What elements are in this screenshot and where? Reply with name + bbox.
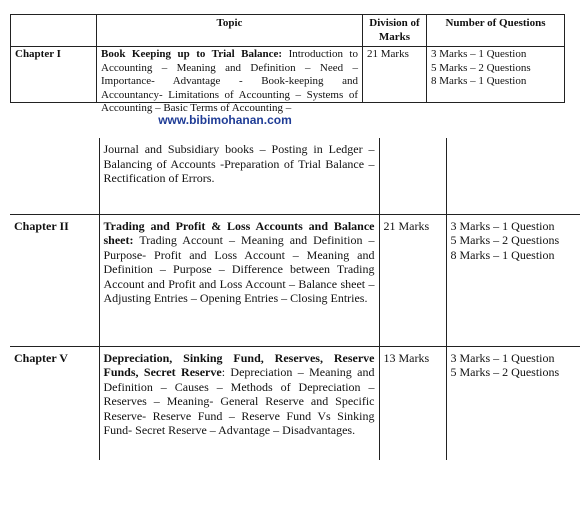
syllabus-table-top xyxy=(10,14,565,114)
topic-description: Trading Account – Meaning and Definition – Purpose- Profit and Loss Account – Meaning and Definition – Purpose – Difference between Trading Account and Profit and Loss Account – Balance sheet – Adjusting Entries – Opening Entries – Closing Entries. xyxy=(103,233,375,306)
chapter-label: Chapter I xyxy=(11,47,97,103)
syllabus-table-main xyxy=(10,138,580,460)
header-chapter xyxy=(11,15,97,47)
marks-cell: 21 Marks xyxy=(379,214,446,346)
topic-text-clipped xyxy=(101,48,358,114)
topic-description: Journal and Subsidiary books – Posting in Ledger – Balancing of Accounts -Preparation of Trial Balance – Rectification of Errors. xyxy=(103,142,375,186)
question-line: 5 Marks – 2 Questions xyxy=(431,61,531,74)
question-line: 5 Marks – 2 Questions xyxy=(450,233,560,248)
marks-cell xyxy=(379,138,446,214)
topic-title: Book Keeping up to Trial Balance: xyxy=(101,48,283,60)
chapter-label: Chapter V xyxy=(10,346,99,460)
marks-cell: 21 Marks xyxy=(363,47,427,103)
questions-cell xyxy=(446,346,580,460)
table-row xyxy=(10,346,580,460)
questions-cell xyxy=(427,47,565,103)
questions-cell xyxy=(446,214,580,346)
table-row xyxy=(11,47,565,103)
marks-cell: 13 Marks xyxy=(379,346,446,460)
topic-cell xyxy=(97,47,363,114)
topic-title: Depreciation, Sinking Fund, Reserves, Reserve Funds, Secret Reserve xyxy=(103,350,375,380)
question-line: 8 Marks – 1 Question xyxy=(450,247,555,262)
questions-cell xyxy=(446,138,580,214)
topic-description: Introduction to Accounting – Meaning and Definition – Need – Importance- Advantage - Book-keeping and Accountancy- Limitations of Accounting – Systems of Accounting – Basic Terms of Accounting – xyxy=(101,48,358,114)
header-number-of-questions: Number of Questions xyxy=(427,15,565,47)
topic-title: Trading and Profit & Loss Accounts and Balance sheet: xyxy=(103,218,375,248)
topic-cell xyxy=(99,346,379,460)
question-line: 8 Marks – 1 Question xyxy=(431,75,527,87)
question-line: 3 Marks – 1 Question xyxy=(450,218,555,233)
topic-description: : Depreciation – Meaning and Definition – Causes – Methods of Depreciation – Reserves – Meaning- General Reserve and Specific Reserve- Reserve Fund – Reserve Fund Vs Sinking Fund- Secret Reserve – Advantage – Disadvantages. xyxy=(103,365,375,438)
question-line: 3 Marks – 1 Question xyxy=(450,350,555,365)
table-row xyxy=(10,138,580,214)
header-row xyxy=(11,15,565,47)
question-line: 3 Marks – 1 Question xyxy=(431,48,527,60)
chapter-label xyxy=(10,138,99,214)
topic-cell xyxy=(99,214,379,346)
topic-cell xyxy=(99,138,379,214)
table-row xyxy=(10,214,580,346)
watermark-url: www.bibimohanan.com xyxy=(158,113,292,127)
header-topic: Topic xyxy=(97,15,363,47)
chapter-label: Chapter II xyxy=(10,214,99,346)
question-line: 5 Marks – 2 Questions xyxy=(450,365,560,380)
header-division-of-marks: Division of Marks xyxy=(363,15,427,47)
